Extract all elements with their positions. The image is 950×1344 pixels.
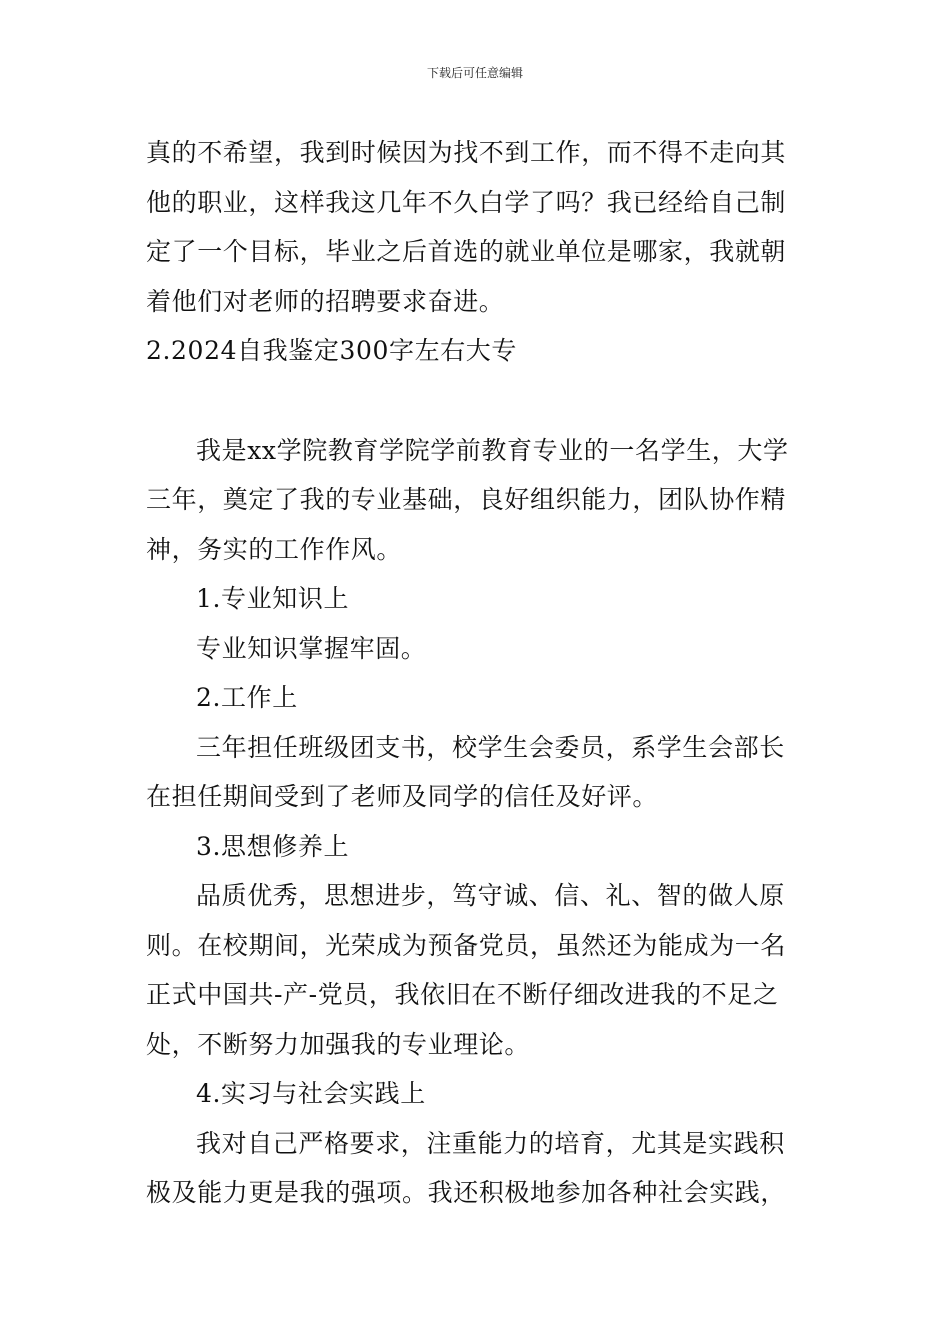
paragraph-line: 专业知识掌握牢固。 (196, 633, 427, 663)
paragraph-line: 神，务实的工作作风。 (146, 534, 403, 564)
paragraph-line: 我对自己严格要求，注重能力的培育，尤其是实践积 (196, 1128, 785, 1158)
paragraph-line: 他的职业，这样我这几年不久白学了吗？我已经给自己制 (146, 187, 787, 217)
section-heading: 2.2024自我鉴定300字左右大专 (146, 336, 517, 365)
paragraph-line: 处，不断努力加强我的专业理论。 (146, 1029, 531, 1059)
paragraph-line: 定了一个目标，毕业之后首选的就业单位是哪家，我就朝 (146, 237, 787, 266)
subheading: 1.专业知识上 (196, 584, 350, 613)
subheading: 4.实习与社会实践上 (196, 1079, 426, 1108)
paragraph-line: 三年担任班级团支书，校学生会委员，系学生会部长 (196, 732, 785, 762)
subheading: 2.工作上 (196, 683, 298, 712)
page-header: 下载后可任意编辑 (426, 66, 523, 80)
paragraph-line: 则。在校期间，光荣成为预备党员，虽然还为能成为一名 (146, 930, 787, 960)
blank-space (146, 376, 806, 426)
paragraph-line: 正式中国共-产-党员，我依旧在不断仔细改进我的不足之 (146, 980, 779, 1009)
subheading: 3.思想修养上 (196, 831, 350, 861)
paragraph-line: 在担任期间受到了老师及同学的信任及好评。 (146, 782, 659, 811)
document-body (146, 128, 806, 1218)
paragraph-line: 真的不希望，我到时候因为找不到工作，而不得不走向其 (146, 138, 787, 167)
paragraph-line: 极及能力更是我的强项。我还积极地参加各种社会实践， (146, 1178, 787, 1207)
paragraph-line: 品质优秀，思想进步，笃守诚、信、礼、智的做人原 (196, 881, 785, 910)
paragraph-line: 三年，奠定了我的专业基础，良好组织能力，团队协作精 (146, 485, 787, 514)
paragraph-line: 我是xx学院教育学院学前教育专业的一名学生，大学 (196, 435, 789, 465)
paragraph-line: 着他们对老师的招聘要求奋进。 (146, 286, 505, 316)
